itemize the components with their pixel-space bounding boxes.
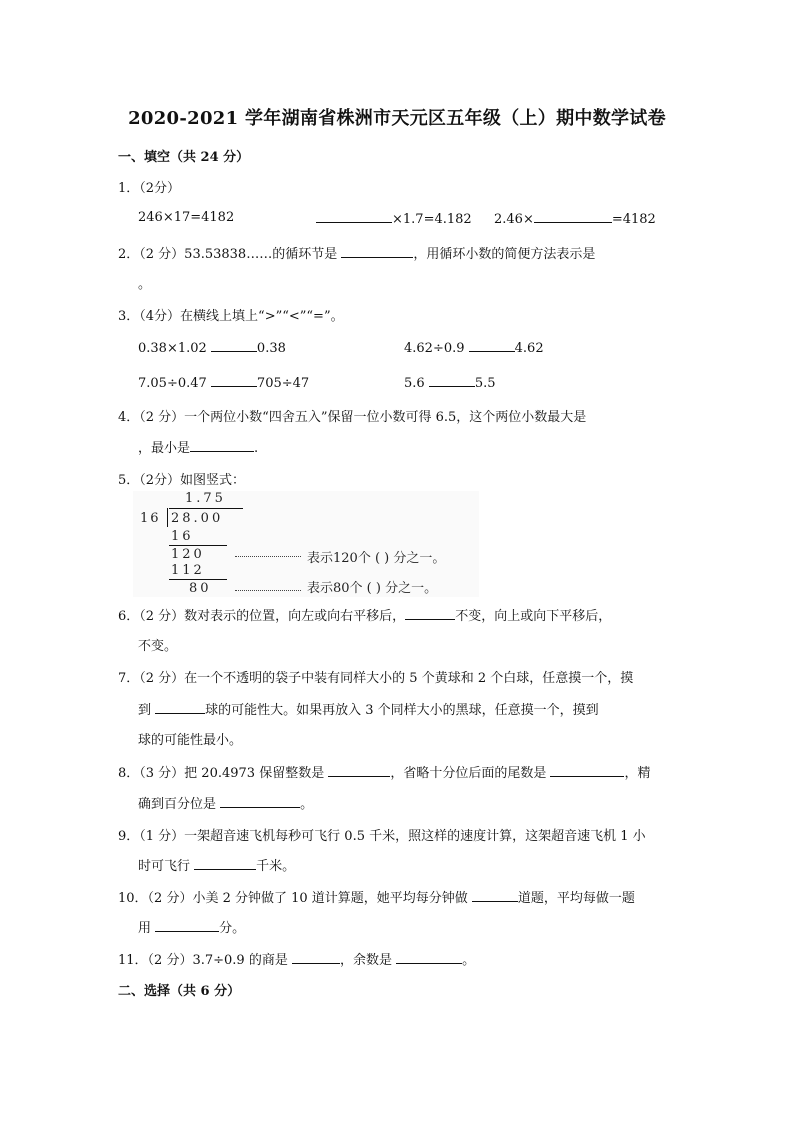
answer-blank[interactable] (396, 951, 462, 964)
division-rule (169, 579, 227, 580)
division-step-4: 80 (189, 581, 212, 596)
division-bracket (167, 508, 168, 527)
answer-blank[interactable] (155, 919, 219, 932)
question-5-head: 5．（2分）如图竖式： (118, 473, 246, 488)
answer-blank[interactable] (211, 339, 257, 352)
question-2-line-2: 。 (138, 277, 152, 292)
answer-blank[interactable] (190, 439, 254, 452)
question-3-compare-d: 5.6 5.5 (404, 376, 496, 391)
question-10-line-1: 10．（2 分）小美 2 分钟做了 10 道计算题，她平均每分钟做 道题，平均每做一题 (118, 891, 635, 906)
question-3-compare-b: 4.62÷0.9 4.62 (404, 341, 544, 356)
answer-blank[interactable] (220, 795, 300, 808)
answer-blank[interactable] (292, 951, 340, 964)
question-4-line-2: ，最小是 . (138, 441, 259, 456)
question-1-equation-a: 246×17=4182 (138, 210, 235, 225)
question-3-head: 3．（4分）在横线上填上“>”“<”“=”。 (118, 309, 344, 324)
question-9-line-2: 时可飞行 千米。 (138, 859, 296, 874)
section-heading-fill: 一、填空（共 24 分） (118, 150, 250, 165)
question-2-line-1: 2．（2 分）53.53838……的循环节是 ，用循环小数的简便方法表示是 (118, 247, 596, 262)
answer-blank[interactable] (429, 374, 475, 387)
question-1-equation-b: ×1.7=4.182 (316, 210, 472, 227)
division-step-2: 120 (171, 547, 205, 562)
question-10-line-2: 用 分。 (138, 921, 246, 936)
question-3-compare-c: 7.05÷0.47 705÷47 (138, 376, 310, 391)
question-6-line-2: 不变。 (138, 639, 178, 654)
question-9-line-1: 9．（1 分）一架超音速飞机每秒可飞行 0.5 千米，照这样的速度计算，这架超音速飞机 1 小 (118, 829, 646, 844)
answer-blank[interactable] (534, 210, 612, 223)
question-4-line-1: 4．（2 分）一个两位小数“四舍五入”保留一位小数可得 6.5，这个两位小数最大是 (118, 410, 587, 425)
answer-blank[interactable] (472, 889, 518, 902)
answer-blank[interactable] (211, 374, 257, 387)
leader-dots (235, 590, 301, 591)
answer-blank[interactable] (550, 764, 624, 777)
leader-dots (235, 556, 301, 557)
question-1-equation-c: 2.46× =4182 (494, 212, 656, 227)
question-1-head: 1．（2分） (118, 181, 181, 196)
question-8-line-1: 8．（3 分）把 20.4973 保留整数是 ，省略十分位后面的尾数是 ，精 (118, 766, 651, 781)
answer-blank[interactable] (328, 764, 390, 777)
division-dividend: 28.00 (171, 511, 224, 526)
division-note-1: 表示120个 ( ) 分之一。 (307, 551, 446, 566)
answer-blank[interactable] (155, 701, 205, 714)
question-7-line-1: 7．（2 分）在一个不透明的袋子中装有同样大小的 5 个黄球和 2 个白球，任意摸一个，摸 (118, 671, 634, 686)
answer-blank[interactable] (405, 607, 455, 620)
division-bar (169, 508, 243, 509)
question-8-line-2: 确到百分位是 。 (138, 797, 314, 812)
division-rule (169, 545, 227, 546)
division-quotient: 1.75 (185, 491, 226, 506)
question-7-line-2: 到 球的可能性大。如果再放入 3 个同样大小的黑球，任意摸一个，摸到 (138, 703, 599, 718)
question-11-line: 11．（2 分）3.7÷0.9 的商是 ，余数是 。 (118, 953, 476, 968)
division-step-1: 16 (171, 529, 194, 544)
section-heading-choice: 二、选择（共 6 分） (118, 984, 241, 999)
question-7-line-3: 球的可能性最小。 (138, 733, 243, 748)
answer-blank[interactable] (194, 857, 256, 870)
question-6-line-1: 6．（2 分）数对表示的位置，向左或向右平移后， 不变，向上或向下平移后， (118, 609, 612, 624)
answer-blank[interactable] (341, 245, 413, 258)
answer-blank[interactable] (469, 339, 515, 352)
division-divisor: 16 (140, 511, 161, 526)
division-step-3: 112 (171, 563, 205, 578)
division-note-2: 表示80个 ( ) 分之一。 (307, 581, 438, 596)
answer-blank[interactable] (316, 210, 392, 223)
question-3-compare-a: 0.38×1.02 0.38 (138, 341, 286, 356)
page-title: 2020-2021 学年湖南省株洲市天元区五年级（上）期中数学试卷 (128, 108, 666, 129)
long-division-figure (133, 491, 479, 597)
